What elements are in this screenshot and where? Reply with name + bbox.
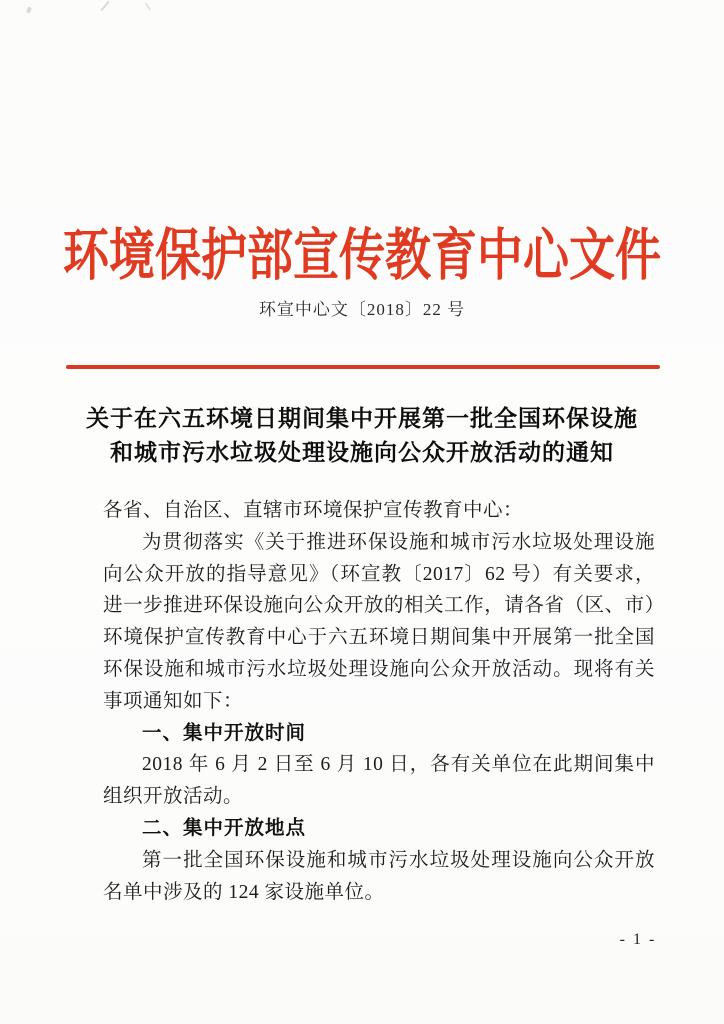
notice-body	[103, 495, 655, 908]
page-number: - 1 -	[619, 931, 657, 948]
section-1-heading: 一、集中开放时间	[142, 721, 307, 744]
letterhead-org-title: 环境保护部宣传教育中心文件	[63, 224, 661, 287]
salutation-line: 各省、自治区、直辖市环境保护宣传教育中心：	[103, 500, 524, 521]
notice-title-line2: 和城市污水垃圾处理设施向公众开放活动的通知	[110, 440, 614, 465]
notice-title	[34, 402, 690, 470]
scan-artifact	[100, 1, 109, 11]
body-paragraph-1: 为贯彻落实《关于推进环保设施和城市污水垃圾处理设施向公众开放的指导意见》（环宣教〔2017〕62 号）有关要求，进一步推进环保设施向公众开放的相关工作，请各省（区、市）环境保护宣传教育中心于六五环境日期间集中开展第一批全国环保设施和城市污水垃圾处理设施向公众开放活动。现将有关事项通知如下：	[103, 531, 655, 712]
scan-artifact	[145, 2, 152, 11]
section-2-heading: 二、集中开放地点	[142, 816, 307, 839]
section-2-body: 第一批全国环保设施和城市污水垃圾处理设施向公众开放名单中涉及的 124 家设施单位。	[103, 849, 655, 903]
letterhead-divider-rule	[66, 365, 660, 369]
notice-title-line1: 关于在六五环境日期间集中开展第一批全国环保设施	[86, 406, 638, 431]
scan-artifact	[26, 6, 32, 13]
section-1-body: 2018 年 6 月 2 日至 6 月 10 日，各有关单位在此期间集中组织开放活动。	[103, 754, 655, 808]
document-reference-number: 环宣中心文〔2018〕22 号	[258, 300, 466, 319]
